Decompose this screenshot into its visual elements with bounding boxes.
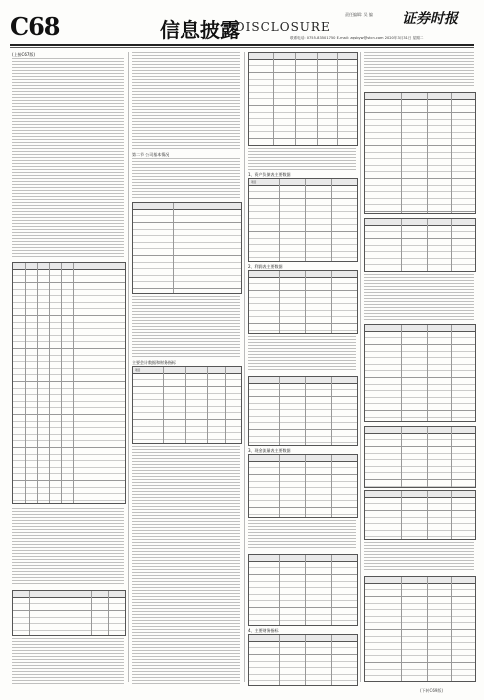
masthead-rule-thin (10, 47, 474, 48)
section-heading: 4、主要财务指标 (248, 628, 279, 633)
data-table (248, 270, 358, 334)
contact-line: 联系电话: 0755-83501750 E-mail: zqsbyw@stcn.com 2020年3月31日 星期二 (290, 36, 424, 40)
body-text (12, 638, 124, 686)
section-title-english: DISCLOSURE (235, 20, 331, 34)
newspaper-logo: 证券时报 (402, 11, 458, 27)
section-heading: 1、资产负债表主要数据 (248, 172, 291, 177)
data-table (364, 92, 476, 214)
data-table (364, 576, 476, 682)
table-header-item: 项目 (135, 368, 141, 372)
data-table (364, 426, 476, 488)
body-text (132, 446, 240, 684)
continued-on-label: (下转C69版) (420, 688, 444, 693)
table-header-item: 项目 (251, 180, 257, 184)
section-heading: 3、现金流量表主要数据 (248, 448, 291, 453)
continued-from-label: (上接C67版) (12, 52, 36, 57)
data-table (12, 262, 126, 504)
section-heading: 2、利润表主要数据 (248, 264, 283, 269)
data-table (364, 324, 476, 422)
column-divider (128, 52, 129, 682)
data-table (132, 366, 242, 444)
body-text (364, 274, 474, 320)
section-heading: 第二节 公司基本情况 (132, 152, 170, 157)
data-table (248, 554, 358, 626)
section-title: 信息披露 (160, 18, 240, 42)
body-text (132, 296, 240, 358)
body-text (248, 520, 356, 550)
body-text (248, 336, 356, 372)
data-table (364, 218, 476, 272)
page-number: C68 (10, 12, 60, 41)
section-heading: 主要会计数据和财务指标 (132, 360, 176, 365)
masthead-rule (10, 44, 474, 46)
data-table (248, 52, 358, 146)
body-text (12, 58, 124, 258)
data-table (248, 376, 358, 446)
body-text (132, 158, 240, 198)
masthead (10, 8, 474, 46)
data-table (364, 490, 476, 540)
data-table (248, 634, 358, 686)
body-text (12, 508, 124, 586)
editor-line: 责任编辑: 吴 编 (345, 12, 373, 17)
column-divider (244, 52, 245, 682)
body-text (364, 542, 474, 572)
body-text (248, 148, 356, 170)
body-text (364, 52, 474, 88)
data-table (12, 590, 126, 636)
data-table (132, 202, 242, 294)
body-text (132, 52, 240, 150)
column-divider (360, 52, 361, 682)
data-table (248, 178, 358, 262)
data-table (248, 454, 358, 518)
